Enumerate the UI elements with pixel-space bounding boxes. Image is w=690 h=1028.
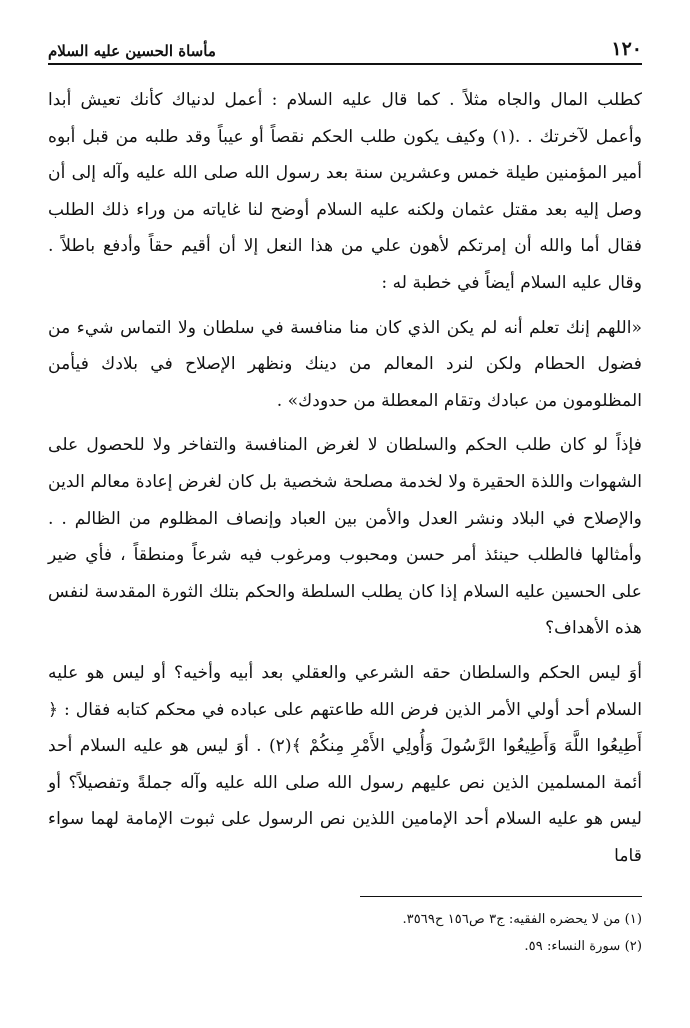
paragraph: أوَ ليس الحكم والسلطان حقه الشرعي والعقلي بعد أبيه وأخيه؟ أو ليس هو عليه السلام أحد أولي الأمر الذين فرض الله طاعتهم على عباده في محكم كتابه فقال : ﴿ أَطِيعُوا اللَّهَ وَأَطِيعُوا الرَّسُولَ وَأُولِي الأَمْرِ مِنكُمْ ﴾(٢) . أوَ ليس هو عليه السلام أحد أئمة المسلمين الذين نص عليهم رسول الله صلى الله عليه وآله جملةً وتفصيلاً؟ أو ليس هو عليه السلام أحد الإمامين اللذين نص الرسول على ثبوت الإمامة لهما سواء قاما (48, 662, 642, 866)
footnote-divider (360, 896, 642, 897)
footnotes (48, 906, 642, 960)
footnote-2: (٢) سورة النساء: ٥٩. (524, 939, 642, 954)
header-divider (48, 63, 642, 65)
main-text (48, 82, 642, 874)
paragraph: فإذاً لو كان طلب الحكم والسلطان لا لغرض المنافسة والتفاخر ولا للحصول على الشهوات واللذة الحقيرة ولا لخدمة مصلحة شخصية بل كان لغرض إعادة معالم الدين والإصلاح في البلاد ونشر العدل والأمن بين العباد وإنصاف المظلوم من الظالم . . وأمثالها فالطلب حينئذ أمر حسن ومحبوب ومرغوب فيه شرعاً ومنطقاً ، فأي ضير على الحسين عليه السلام إذا كان يطلب السلطة والحكم بتلك الثورة المقدسة لنفس هذه الأهداف؟ (48, 435, 642, 639)
footnote-1: (١) من لا يحضره الفقيه: ج٣ ص١٥٦ ح٣٥٦٩. (402, 912, 642, 927)
page-number: ١٢٠ (611, 38, 642, 60)
paragraph: «اللهم إنك تعلم أنه لم يكن الذي كان منا منافسة في سلطان ولا التماس شيء من فضول الحطام ولكن لنرد المعالم من دينك ونظهر الإصلاح في بلادك فيأمن المظلومون من عبادك وتقام المعطلة من حدودك» . (48, 317, 642, 411)
paragraph: كطلب المال والجاه مثلاً . كما قال عليه السلام : أعمل لدنياك كأنك تعيش أبدا وأعمل لآخرتك . .(١) وكيف يكون طلب الحكم نقصاً أو عيباً وقد طلبه من قبل أبوه أمير المؤمنين طيلة خمس وعشرين سنة بعد رسول الله صلى الله عليه وآله إلى أن وصل إليه بعد مقتل عثمان ولكنه عليه السلام أوضح لنا غاياته من وراء ذلك الطلب فقال أما والله أن إمرتكم لأهون علي من هذا النعل إلا أن أقيم حقاً وأدفع باطلاً . وقال عليه السلام أيضاً في خطبة له : (48, 90, 642, 293)
running-title: مأساة الحسين عليه السلام (48, 42, 216, 60)
page-header (48, 26, 642, 60)
